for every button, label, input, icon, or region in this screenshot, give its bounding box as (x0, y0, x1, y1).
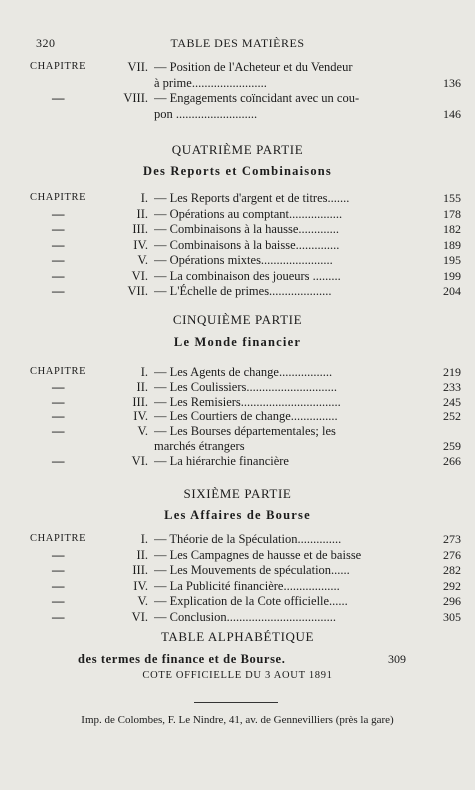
chapter-number: VIII. (123, 91, 148, 105)
chapter-label: — (52, 394, 65, 409)
entry-title: — Combinaisons à la baisse.............. (154, 237, 340, 252)
part4-subtitle: Des Reports et Combinaisons (143, 164, 332, 178)
entry-title: — Les Mouvements de spéculation...... (154, 563, 350, 577)
entry-page-number: 282 (443, 563, 461, 577)
entry-page-number: 155 (443, 191, 461, 205)
toc-entry (24, 563, 461, 577)
toc-entry (24, 532, 461, 546)
chapter-number: V. (137, 253, 148, 267)
entry-title: — Les Reports d'argent et de titres....... (154, 191, 350, 205)
entry-page-number: 252 (443, 409, 461, 424)
toc-entry (24, 284, 461, 298)
table-alpha-page: 309 (388, 652, 406, 666)
toc-entry (24, 594, 461, 608)
chapter-label: — (52, 609, 65, 624)
chapter-label: — (52, 594, 65, 608)
entry-page-number: 292 (443, 578, 461, 593)
chapter-number: IV. (133, 578, 148, 593)
chapter-label: — (52, 268, 65, 283)
entry-page-number: 199 (443, 268, 461, 283)
chapter-number: IV. (133, 409, 148, 424)
toc-entry (24, 206, 461, 221)
chapter-number: III. (132, 394, 148, 409)
entry-page-number: 296 (443, 594, 461, 608)
chapter-number: V. (137, 594, 148, 608)
page-number: 320 (36, 36, 56, 50)
entry-page-number: 219 (443, 365, 461, 379)
chapter-label: — (52, 206, 65, 221)
entry-page-number: 195 (443, 253, 461, 267)
chapter-number: VII. (127, 284, 148, 298)
toc-entry (24, 237, 461, 252)
toc-entry (24, 191, 461, 205)
entry-title: — Les Campagnes de hausse et de baisse (154, 547, 362, 562)
entry-title: — Théorie de la Spéculation.............. (154, 532, 342, 546)
chapter-number: I. (140, 365, 148, 379)
chapter-number: VI. (131, 268, 148, 283)
entry-title: — La Publicité financière.................. (154, 578, 340, 593)
part5-subtitle: Le Monde financier (173, 335, 302, 349)
chapter-label: — (52, 222, 65, 236)
chapter-number: II. (136, 379, 148, 394)
entry-page-number: 146 (443, 106, 461, 121)
part4-title: QUATRIÈME PARTIE (171, 142, 304, 157)
chapter-number: VII. (127, 60, 148, 74)
part6-subtitle: Les Affaires de Bourse (164, 508, 311, 522)
toc-entry (24, 365, 461, 379)
toc-entry (24, 609, 461, 624)
toc-entry (24, 253, 461, 267)
entry-page-number: 189 (443, 237, 461, 252)
toc-entry (24, 409, 461, 424)
entry-title: — Opérations au comptant................. (154, 206, 343, 221)
chapter-number: V. (137, 424, 148, 439)
chapter-label: — (52, 563, 65, 577)
chapter-label: — (52, 91, 65, 105)
entry-title: — Conclusion................................... (154, 609, 336, 624)
imprint-line: Imp. de Colombes, F. Le Nindre, 41, av. de Gennevilliers (près la gare) (81, 714, 394, 726)
chapter-number: VI. (131, 609, 148, 624)
entry-title: — La hiérarchie financière (154, 453, 289, 468)
part6-title: SIXIÈME PARTIE (183, 486, 292, 501)
chapter-label: — (52, 379, 65, 394)
entry-title: — Position de l'Acheteur et du Vendeur (154, 60, 353, 74)
chapter-number: III. (132, 222, 148, 236)
toc-entry (24, 439, 461, 453)
toc-entry (24, 222, 461, 236)
chapter-number: II. (136, 206, 148, 221)
entry-title: à prime........................ (154, 75, 267, 90)
chapter-label: CHAPITRE (30, 533, 87, 544)
entry-title: — Les Remisiers................................ (154, 394, 341, 409)
entry-page-number: 204 (443, 284, 461, 298)
toc-entry (24, 453, 461, 468)
toc-entry (24, 268, 461, 283)
chapter-label: CHAPITRE (30, 61, 87, 72)
toc-entry (24, 547, 461, 562)
table-alpha-subtitle: des termes de finance et de Bourse. (78, 652, 286, 666)
entry-page-number: 305 (443, 609, 461, 624)
toc-entry (24, 424, 419, 438)
entry-title: — Explication de la Cote officielle...... (154, 594, 348, 608)
chapter-number: IV. (133, 237, 148, 252)
chapter-label: — (52, 547, 65, 562)
chapter-label: CHAPITRE (30, 366, 87, 377)
entry-page-number: 136 (443, 75, 461, 90)
cote-officielle: COTE OFFICIELLE DU 3 AOUT 1891 (142, 670, 333, 681)
entry-page-number: 233 (443, 379, 461, 394)
entry-title: — Opérations mixtes....................... (154, 253, 333, 267)
chapter-label: — (52, 424, 65, 439)
chapter-number: VI. (131, 453, 148, 468)
chapter-number: I. (140, 191, 148, 205)
chapter-label: CHAPITRE (30, 192, 87, 203)
chapter-number: II. (136, 547, 148, 562)
entry-title: — Les Coulissiers............................. (154, 379, 337, 394)
toc-entry (24, 578, 461, 593)
page-title: TABLE DES MATIÈRES (170, 36, 305, 50)
entry-page-number: 182 (443, 222, 461, 236)
chapter-label: — (52, 237, 65, 252)
chapter-label: — (52, 409, 65, 424)
entry-title: — La combinaison des joueurs ......... (154, 268, 341, 283)
entry-title: — Combinaisons à la hausse............. (154, 222, 340, 236)
entry-page-number: 276 (443, 547, 461, 562)
toc-entry (24, 394, 461, 409)
entry-page-number: 259 (443, 439, 461, 453)
toc-entry (24, 75, 461, 90)
entry-title: — Engagements coïncidant avec un cou- (154, 91, 360, 105)
entry-page-number: 273 (443, 532, 461, 546)
entry-page-number: 245 (443, 394, 461, 409)
entry-page-number: 178 (443, 206, 461, 221)
chapter-number: I. (140, 532, 148, 546)
divider (194, 702, 278, 703)
toc-entry (24, 379, 461, 394)
entry-title: marchés étrangers (154, 439, 245, 453)
toc-entry (24, 106, 461, 121)
entry-title: pon .......................... (154, 106, 258, 121)
entry-title: — Les Bourses départementales; les (154, 424, 336, 439)
toc-entry (24, 91, 419, 105)
toc-entry (24, 60, 419, 74)
entry-page-number: 266 (443, 453, 461, 468)
chapter-number: III. (132, 563, 148, 577)
chapter-label: — (52, 253, 65, 267)
chapter-label: — (52, 284, 65, 298)
table-alpha-title: TABLE ALPHABÉTIQUE (160, 629, 315, 644)
entry-title: — Les Courtiers de change............... (154, 409, 338, 424)
entry-title: — Les Agents de change................. (154, 365, 333, 379)
chapter-label: — (52, 453, 65, 468)
entry-title: — L'Échelle de primes.................... (154, 284, 332, 298)
part5-title: CINQUIÈME PARTIE (172, 312, 303, 327)
chapter-label: — (52, 578, 65, 593)
